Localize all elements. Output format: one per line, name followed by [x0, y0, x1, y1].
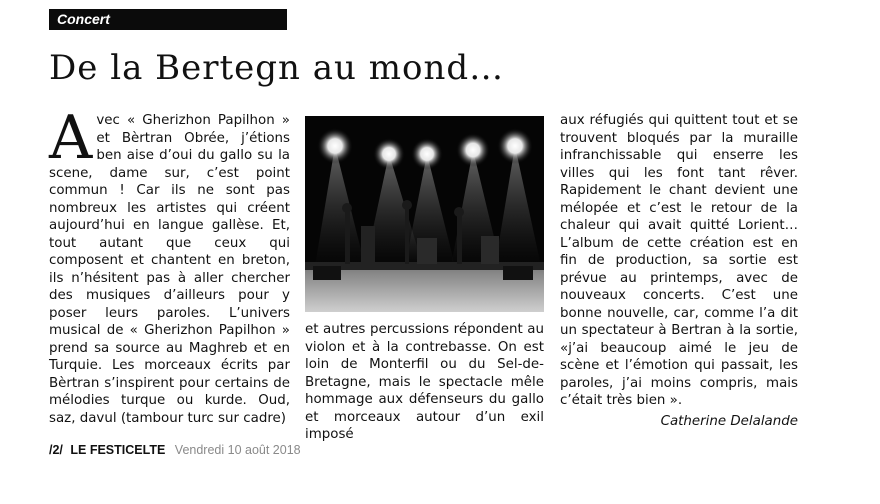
drop-cap: A	[49, 103, 93, 173]
headline: De la Bertegn au mond…	[49, 48, 505, 88]
stage-photo-icon	[305, 116, 544, 312]
article-column-2	[305, 321, 544, 444]
article-text-1: vec « Gherizhon Papilhon » et Bèrtran Obrée, j’étions ben aise d’oui du gallo su la scene, dame sur, c’est point commun ! Car ils ne sont pas nombreux les artistes qui créent aujourd’hui en langue gallèse. Et, tout autant que ceux qui composent et chantent en breton, ils n’hésitent pas à aller chercher des musiques d’ailleurs pour y poser leurs paroles. L’univers musical de « Gherizhon Papilhon » prend sa source au Maghreb et en Turquie. Les morceaux écrits par Bèrtran s’inspirent pour certains de mélodies turque ou kurde. Oud, saz, davul (tambour turc sur cadre)	[49, 113, 290, 426]
article-column-3	[560, 112, 798, 410]
author-byline: Catherine Delalande	[660, 414, 798, 429]
concert-stage-photo	[305, 116, 544, 312]
page-number: /2/	[49, 443, 63, 457]
article-text-3: aux réfugiés qui quittent tout et se trouvent bloqués par la muraille infranchissable qui enserre les villes qui les font tant rêver. Rapidement le chant devient une mélopée et c’est le retour de la chaleur qui avait quitté Lorient… L’album de cette création est en fin de production, sa sortie est prévue au printemps, avec de nouveaux concerts. C’est une bonne nouvelle, car, comme l’a dit un spectateur à Bertran à la sortie, «j’ai beaucoup aimé le jeu de scène et l’émotion qui passait, les paroles, j’ai moins compris, mais c’était très bien ».	[560, 113, 798, 408]
publication-name: LE FESTICELTE	[70, 443, 166, 457]
article-column-1	[49, 103, 290, 427]
section-label: Concert	[49, 9, 287, 30]
page-footer	[49, 443, 301, 457]
article-text-2: et autres percussions répondent au violon et à la contrebasse. On est loin de Monterfil ou du Sel-de-Bretagne, mais le spectacle mêle hommage aux défenseurs du gallo et morceaux autour d’un exil imposé	[305, 322, 544, 442]
issue-date: Vendredi 10 août 2018	[174, 443, 301, 457]
